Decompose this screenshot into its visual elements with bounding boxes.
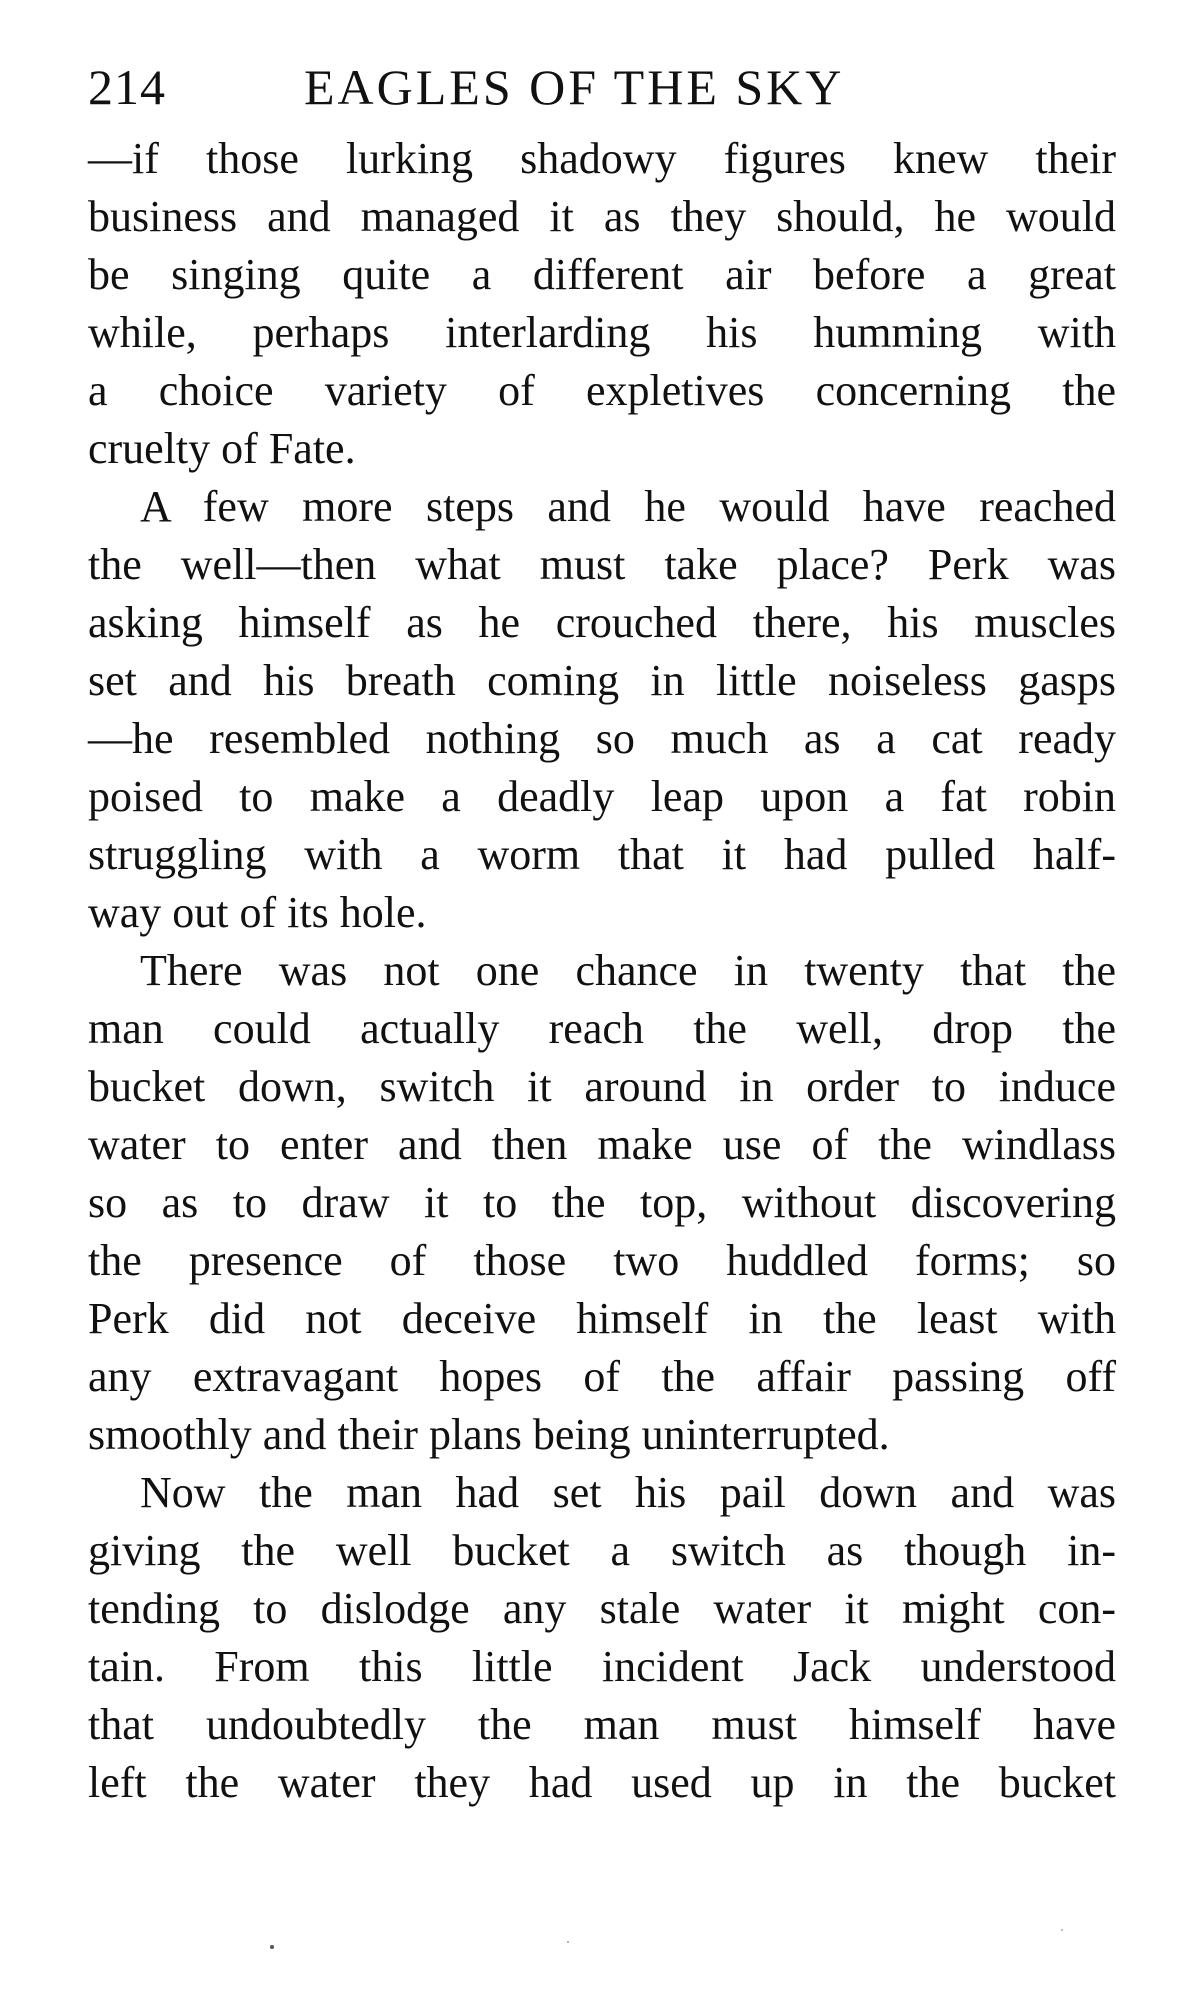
scan-speck (1061, 1929, 1063, 1931)
text-line: that undoubtedly the man must himself have (88, 1700, 1116, 1749)
text-line: the well—then what must take place? Perk was (88, 540, 1116, 589)
text-line: There was not one chance in twenty that the (140, 946, 1116, 995)
text-line: while, perhaps interlarding his humming with (88, 308, 1116, 357)
text-line: bucket down, switch it around in order to induce (88, 1062, 1116, 1111)
text-line: way out of its hole. (88, 888, 427, 937)
text-line: a choice variety of expletives concerning the (88, 366, 1116, 415)
text-line: tain. From this little incident Jack understood (88, 1642, 1116, 1691)
page-number: 214 (88, 59, 166, 115)
text-line: be singing quite a different air before a great (88, 250, 1116, 299)
text-line: the presence of those two huddled forms; so (88, 1236, 1116, 1285)
text-line: left the water they had used up in the bucket (88, 1758, 1116, 1807)
text-line: A few more steps and he would have reached (140, 482, 1116, 531)
text-line: Now the man had set his pail down and was (140, 1468, 1116, 1517)
text-line: Perk did not deceive himself in the least with (88, 1294, 1116, 1343)
scan-speck (270, 1945, 274, 1949)
text-line: water to enter and then make use of the windlass (88, 1120, 1116, 1169)
text-line: smoothly and their plans being uninterrupted. (88, 1410, 890, 1459)
text-line: cruelty of Fate. (88, 424, 356, 473)
text-line: business and managed it as they should, he would (88, 192, 1116, 241)
text-line: asking himself as he crouched there, his muscles (88, 598, 1116, 647)
text-line: so as to draw it to the top, without discovering (88, 1178, 1116, 1227)
running-title: EAGLES OF THE SKY (304, 59, 845, 115)
scan-speck (567, 1941, 569, 1943)
text-line: —if those lurking shadowy figures knew their (88, 134, 1116, 183)
text-line: struggling with a worm that it had pulled half- (88, 830, 1116, 879)
text-line: giving the well bucket a switch as though in- (88, 1526, 1116, 1575)
text-line: any extravagant hopes of the affair passing off (88, 1352, 1116, 1401)
text-line: poised to make a deadly leap upon a fat robin (88, 772, 1116, 821)
text-line: man could actually reach the well, drop the (88, 1004, 1116, 1053)
text-line: tending to dislodge any stale water it might con- (88, 1584, 1116, 1633)
text-line: set and his breath coming in little noiseless gasps (88, 656, 1116, 705)
text-line: —he resembled nothing so much as a cat ready (88, 714, 1116, 763)
